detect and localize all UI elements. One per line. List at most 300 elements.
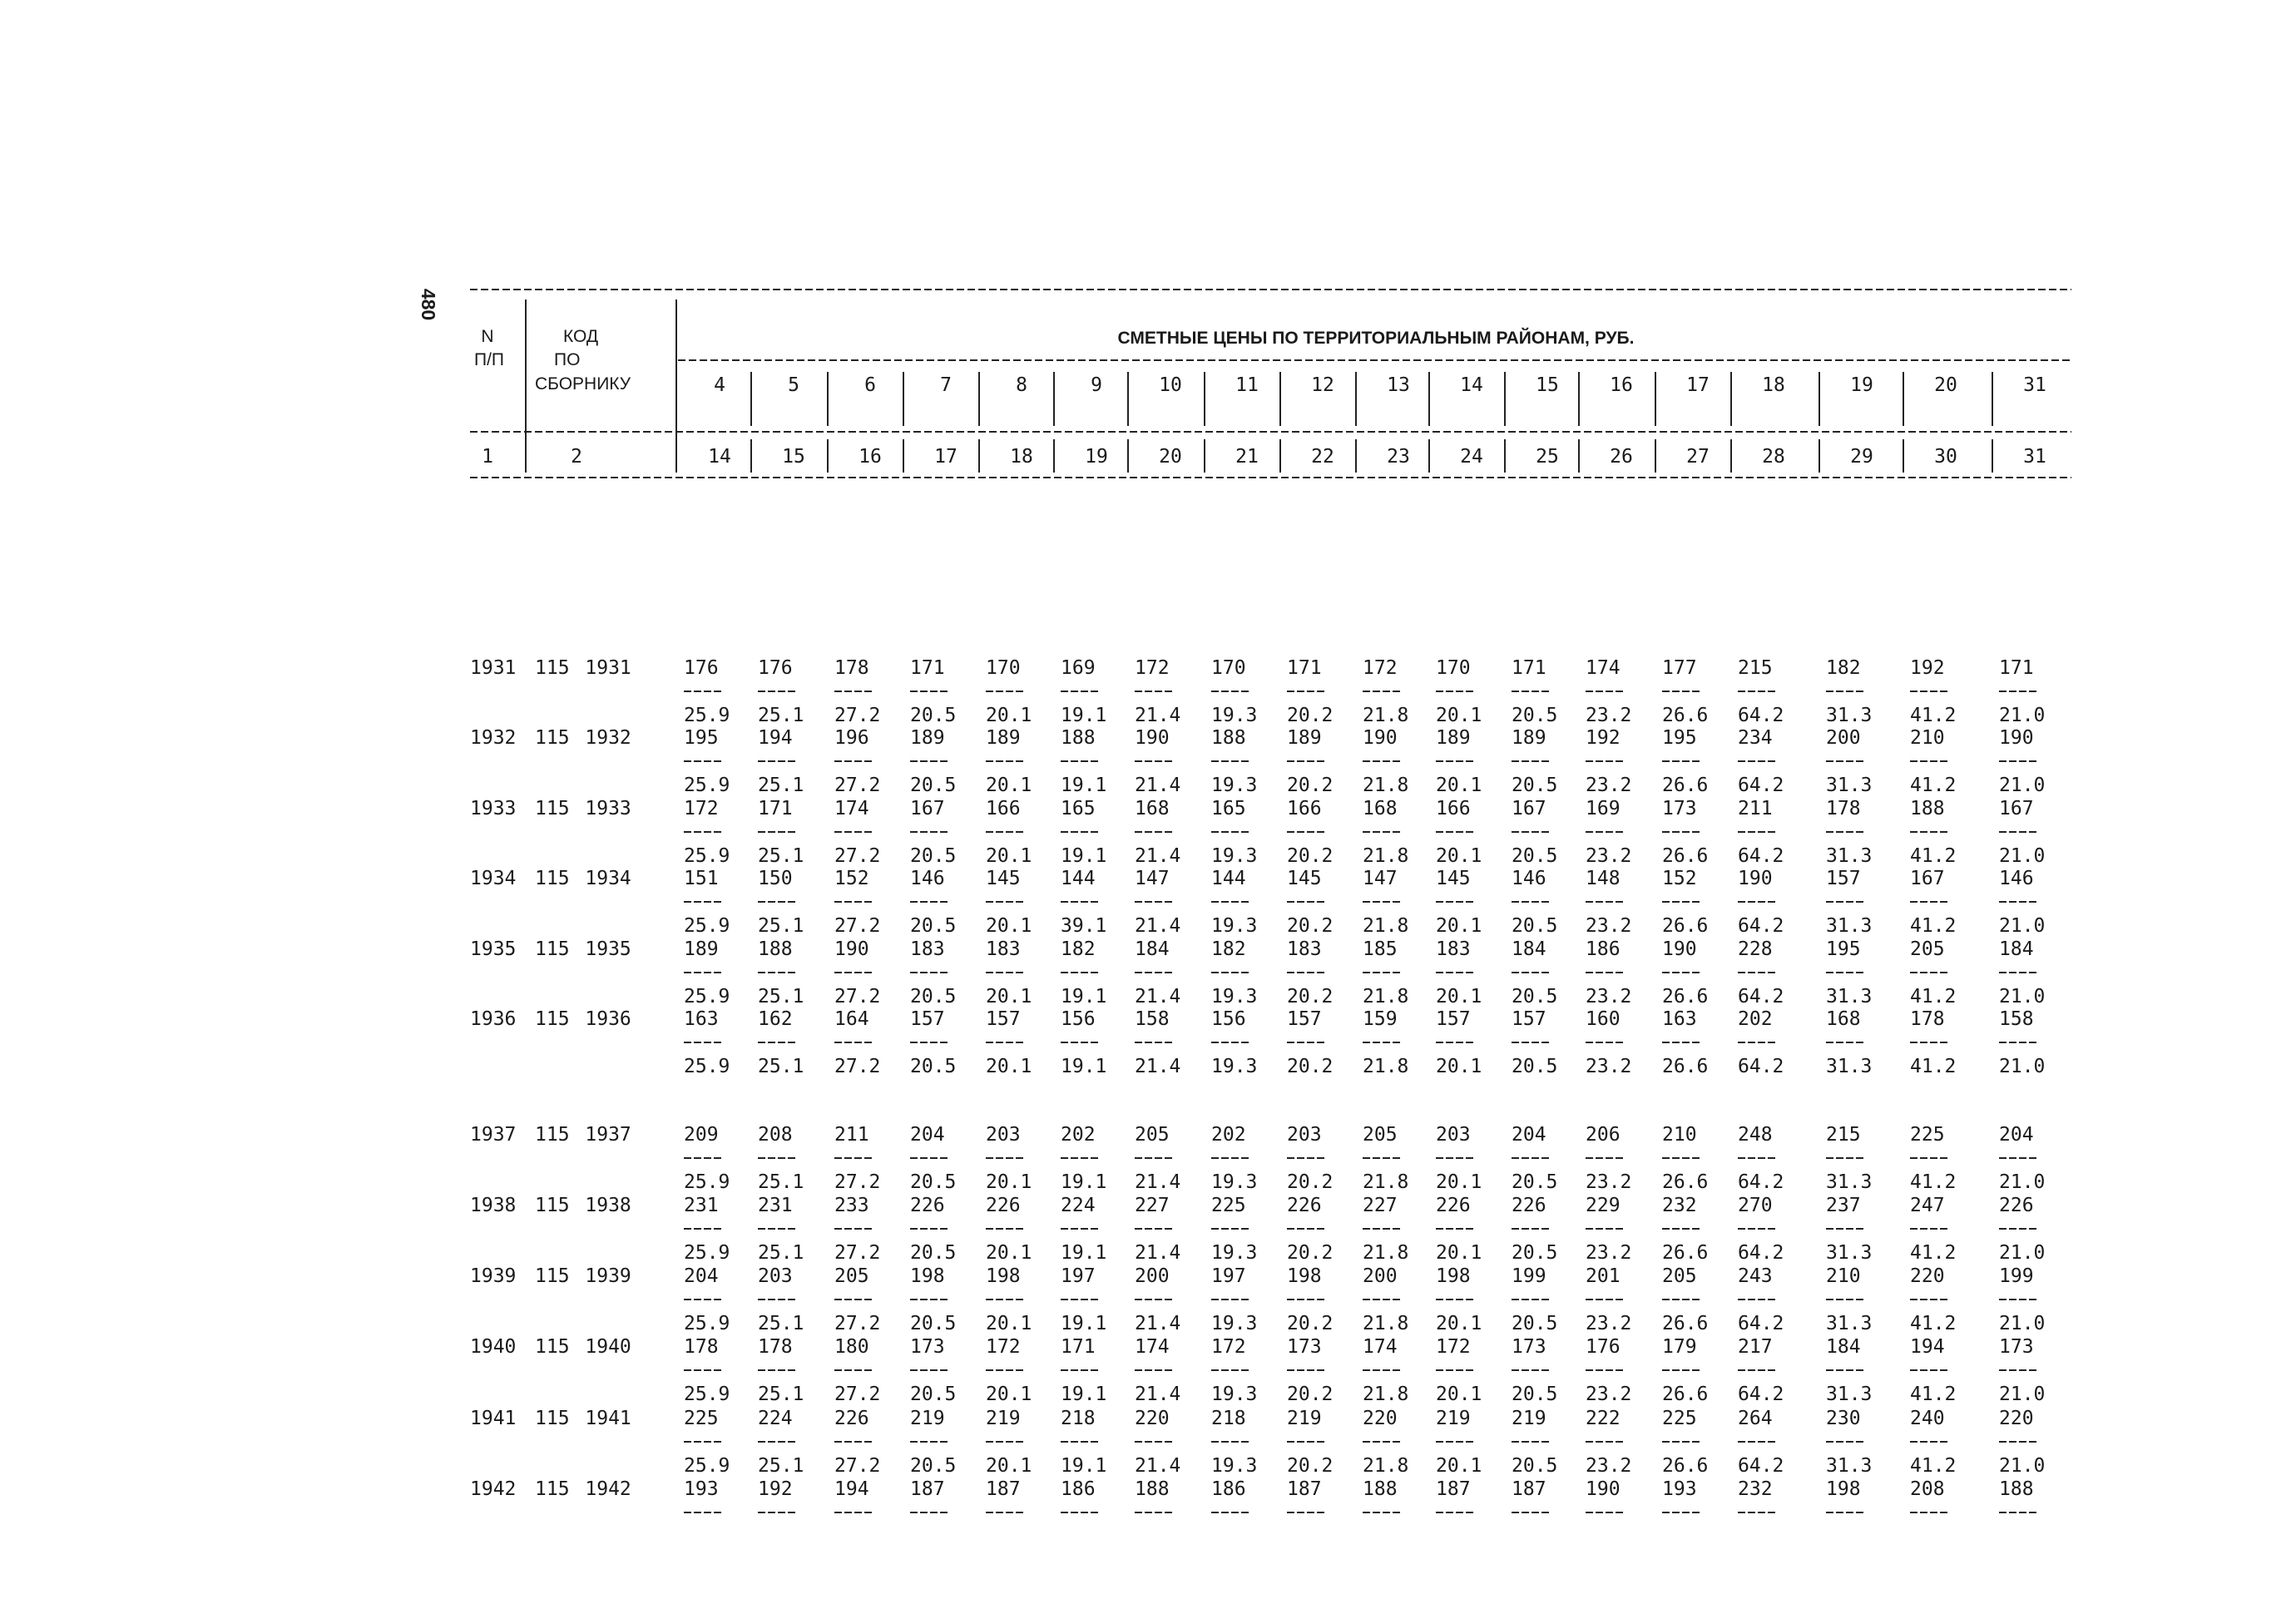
price-value: 205	[1363, 1124, 1398, 1146]
fraction-line	[1135, 1512, 1173, 1513]
coefficient-value: 20.5	[910, 1242, 957, 1264]
fraction-line	[1586, 901, 1624, 903]
coefficient-value: 25.1	[758, 986, 804, 1007]
price-value: 205	[1662, 1265, 1697, 1287]
price-value: 182	[1826, 657, 1861, 679]
fraction-line	[1211, 691, 1249, 692]
fraction-line	[910, 1042, 948, 1043]
price-value: 152	[1662, 868, 1697, 889]
fraction-line	[1287, 1228, 1325, 1230]
price-value: 172	[1135, 657, 1170, 679]
fraction-line	[1135, 1299, 1173, 1300]
fraction-line	[834, 972, 873, 973]
price-value: 180	[834, 1336, 869, 1358]
coefficient-value: 64.2	[1738, 1242, 1784, 1264]
fraction-line	[910, 972, 948, 973]
fraction-line	[1999, 1042, 2037, 1043]
coefficient-value: 25.9	[684, 705, 730, 726]
coefficient-value: 20.1	[986, 775, 1032, 796]
fraction-line	[758, 1157, 796, 1159]
coefficient-value: 26.6	[1662, 1242, 1709, 1264]
price-value: 219	[1436, 1408, 1471, 1429]
fraction-line	[1586, 1441, 1624, 1443]
price-value: 168	[1135, 798, 1170, 819]
column-separator	[750, 372, 752, 426]
price-value: 157	[1287, 1008, 1322, 1030]
price-value: 219	[910, 1408, 945, 1429]
row-code: 115 1934	[535, 868, 631, 889]
fraction-line	[910, 1157, 948, 1159]
price-value: 215	[1738, 657, 1773, 679]
price-value: 158	[1999, 1008, 2034, 1030]
district-number: 4	[714, 374, 725, 396]
coefficient-value: 20.5	[1512, 915, 1558, 937]
fraction-line	[1363, 1369, 1401, 1371]
fraction-line	[1211, 760, 1249, 762]
column-index: 28	[1762, 446, 1785, 468]
row-number: 1941	[470, 1408, 517, 1429]
coefficient-value: 23.2	[1586, 775, 1632, 796]
coefficient-value: 64.2	[1738, 1171, 1784, 1193]
coefficient-value: 25.9	[684, 986, 730, 1007]
price-value: 146	[910, 868, 945, 889]
price-value: 157	[1512, 1008, 1546, 1030]
fraction-line	[1910, 691, 1948, 692]
fraction-line	[986, 691, 1024, 692]
coefficient-value: 20.1	[1436, 1171, 1482, 1193]
fraction-line	[1826, 831, 1864, 833]
coefficient-value: 21.8	[1363, 775, 1409, 796]
price-value: 230	[1826, 1408, 1861, 1429]
fraction-line	[1287, 1042, 1325, 1043]
fraction-line	[1061, 1042, 1099, 1043]
price-value: 204	[1512, 1124, 1546, 1146]
fraction-line	[1061, 1441, 1099, 1443]
price-value: 202	[1738, 1008, 1773, 1030]
price-value: 172	[684, 798, 719, 819]
coefficient-value: 21.4	[1135, 705, 1181, 726]
coefficient-value: 41.2	[1910, 845, 1957, 867]
price-value: 157	[986, 1008, 1021, 1030]
price-value: 222	[1586, 1408, 1621, 1429]
price-value: 220	[1363, 1408, 1398, 1429]
coefficient-value: 20.1	[1436, 986, 1482, 1007]
fraction-line	[1287, 1369, 1325, 1371]
column-separator	[1903, 439, 1904, 473]
price-value: 203	[1436, 1124, 1471, 1146]
coefficient-value: 25.9	[684, 1242, 730, 1264]
coefficient-value: 23.2	[1586, 1455, 1632, 1477]
price-value: 210	[1662, 1124, 1697, 1146]
price-value: 204	[684, 1265, 719, 1287]
column-separator	[1204, 372, 1205, 426]
price-value: 174	[1135, 1336, 1170, 1358]
price-value: 202	[1061, 1124, 1096, 1146]
header-n-separator	[525, 300, 527, 473]
coefficient-value: 20.1	[986, 1171, 1032, 1193]
fraction-line	[1826, 972, 1864, 973]
row-code: 115 1940	[535, 1336, 631, 1358]
coefficient-value: 19.1	[1061, 705, 1107, 726]
fraction-line	[758, 1512, 796, 1513]
price-value: 190	[1738, 868, 1773, 889]
fraction-line	[1738, 691, 1776, 692]
price-value: 166	[1436, 798, 1471, 819]
fraction-line	[1287, 1157, 1325, 1159]
coefficient-value: 20.1	[1436, 1384, 1482, 1405]
row-code: 115 1933	[535, 798, 631, 819]
price-value: 220	[1910, 1265, 1945, 1287]
price-value: 187	[1512, 1478, 1546, 1500]
header-bottom-rule	[470, 477, 2071, 478]
column-separator	[1279, 372, 1281, 426]
price-value: 225	[1662, 1408, 1697, 1429]
coefficient-value: 23.2	[1586, 1242, 1632, 1264]
fraction-line	[910, 831, 948, 833]
fraction-line	[1586, 1157, 1624, 1159]
coefficient-value: 41.2	[1910, 1171, 1957, 1193]
coefficient-value: 20.1	[1436, 1242, 1482, 1264]
coefficient-value: 27.2	[834, 775, 881, 796]
fraction-line	[1586, 1228, 1624, 1230]
fraction-line	[1826, 1042, 1864, 1043]
coefficient-value: 20.1	[986, 986, 1032, 1007]
column-separator	[1903, 372, 1904, 426]
coefficient-value: 64.2	[1738, 1313, 1784, 1334]
column-separator	[1504, 439, 1506, 473]
fraction-line	[684, 831, 722, 833]
price-value: 205	[1135, 1124, 1170, 1146]
fraction-line	[1910, 760, 1948, 762]
price-value: 202	[1211, 1124, 1246, 1146]
fraction-line	[1738, 831, 1776, 833]
price-value: 203	[1287, 1124, 1322, 1146]
price-value: 211	[1738, 798, 1773, 819]
price-value: 198	[1826, 1478, 1861, 1500]
coefficient-value: 41.2	[1910, 915, 1957, 937]
fraction-line	[684, 972, 722, 973]
price-value: 187	[910, 1478, 945, 1500]
coefficient-value: 64.2	[1738, 705, 1784, 726]
price-value: 210	[1910, 727, 1945, 749]
column-index: 23	[1387, 446, 1410, 468]
coefficient-value: 20.2	[1287, 986, 1334, 1007]
column-index: 16	[859, 446, 882, 468]
price-value: 173	[910, 1336, 945, 1358]
district-number: 31	[2023, 374, 2046, 396]
coefficient-value: 25.1	[758, 705, 804, 726]
fraction-line	[1999, 1299, 2037, 1300]
coefficient-value: 25.9	[684, 915, 730, 937]
fraction-line	[1135, 691, 1173, 692]
fraction-line	[758, 1299, 796, 1300]
fraction-line	[1135, 1369, 1173, 1371]
price-value: 182	[1211, 938, 1246, 960]
fraction-line	[986, 1228, 1024, 1230]
price-value: 166	[1287, 798, 1322, 819]
coefficient-value: 21.0	[1999, 1455, 2046, 1477]
fraction-line	[1999, 760, 2037, 762]
coefficient-value: 21.0	[1999, 1384, 2046, 1405]
price-value: 240	[1910, 1408, 1945, 1429]
row-number: 1931	[470, 657, 517, 679]
fraction-line	[1436, 760, 1474, 762]
column-index: 20	[1159, 446, 1182, 468]
price-value: 188	[1211, 727, 1246, 749]
fraction-line	[1738, 1299, 1776, 1300]
price-value: 165	[1061, 798, 1096, 819]
fraction-line	[1826, 1157, 1864, 1159]
fraction-line	[1910, 1441, 1948, 1443]
price-value: 171	[1061, 1336, 1096, 1358]
coefficient-value: 27.2	[834, 915, 881, 937]
price-value: 192	[1910, 657, 1945, 679]
row-code: 115 1942	[535, 1478, 631, 1500]
fraction-line	[1999, 1157, 2037, 1159]
column-separator	[1127, 439, 1129, 473]
coefficient-value: 23.2	[1586, 845, 1632, 867]
fraction-line	[1826, 1512, 1864, 1513]
column-separator	[1204, 439, 1205, 473]
district-number: 10	[1159, 374, 1182, 396]
price-value: 193	[684, 1478, 719, 1500]
column-separator	[978, 439, 980, 473]
fraction-line	[910, 760, 948, 762]
price-value: 200	[1363, 1265, 1398, 1287]
price-value: 189	[1436, 727, 1471, 749]
price-value: 173	[1999, 1336, 2034, 1358]
coefficient-value: 27.2	[834, 1056, 881, 1077]
column-separator	[1053, 439, 1055, 473]
coefficient-value: 20.5	[1512, 1242, 1558, 1264]
district-number: 19	[1850, 374, 1873, 396]
fraction-line	[834, 1042, 873, 1043]
fraction-line	[1826, 1228, 1864, 1230]
fraction-line	[1512, 1157, 1550, 1159]
price-value: 198	[910, 1265, 945, 1287]
coefficient-value: 27.2	[834, 1384, 881, 1405]
fraction-line	[1061, 1157, 1099, 1159]
price-value: 167	[1910, 868, 1945, 889]
price-value: 170	[1211, 657, 1246, 679]
coefficient-value: 25.9	[684, 1384, 730, 1405]
column-index: 1	[482, 446, 493, 468]
price-value: 167	[1999, 798, 2034, 819]
fraction-line	[1512, 691, 1550, 692]
fraction-line	[1738, 1228, 1776, 1230]
fraction-line	[684, 1441, 722, 1443]
price-value: 169	[1061, 657, 1096, 679]
coefficient-value: 21.8	[1363, 1313, 1409, 1334]
coefficient-value: 20.2	[1287, 705, 1334, 726]
price-value: 164	[834, 1008, 869, 1030]
fraction-line	[1662, 831, 1700, 833]
coefficient-value: 31.3	[1826, 915, 1873, 937]
price-value: 219	[1287, 1408, 1322, 1429]
price-value: 171	[1512, 657, 1546, 679]
fraction-line	[1738, 1512, 1776, 1513]
price-value: 157	[1436, 1008, 1471, 1030]
fraction-line	[1512, 1441, 1550, 1443]
price-value: 172	[1436, 1336, 1471, 1358]
price-value: 147	[1135, 868, 1170, 889]
header-code-label: КОД	[563, 327, 599, 346]
price-value: 176	[1586, 1336, 1621, 1358]
header-n-sublabel: П/П	[473, 350, 505, 369]
fraction-line	[1061, 760, 1099, 762]
fraction-line	[1826, 1441, 1864, 1443]
district-number: 9	[1091, 374, 1102, 396]
price-value: 189	[1287, 727, 1322, 749]
coefficient-value: 21.8	[1363, 705, 1409, 726]
column-index: 31	[2023, 446, 2046, 468]
coefficient-value: 21.4	[1135, 986, 1181, 1007]
fraction-line	[1061, 972, 1099, 973]
coefficient-value: 25.9	[684, 845, 730, 867]
price-value: 183	[1436, 938, 1471, 960]
fraction-line	[1135, 1157, 1173, 1159]
fraction-line	[1135, 1441, 1173, 1443]
fraction-line	[1999, 1228, 2037, 1230]
fraction-line	[986, 1369, 1024, 1371]
price-value: 146	[1999, 868, 2034, 889]
district-number: 11	[1235, 374, 1259, 396]
coefficient-value: 21.0	[1999, 986, 2046, 1007]
price-value: 205	[1910, 938, 1945, 960]
fraction-line	[1287, 1299, 1325, 1300]
price-value: 231	[684, 1195, 719, 1216]
fraction-line	[986, 901, 1024, 903]
price-value: 147	[1363, 868, 1398, 889]
coefficient-value: 26.6	[1662, 915, 1709, 937]
coefficient-value: 20.5	[910, 915, 957, 937]
price-value: 184	[1135, 938, 1170, 960]
price-value: 168	[1363, 798, 1398, 819]
column-index: 15	[782, 446, 805, 468]
price-value: 197	[1061, 1265, 1096, 1287]
fraction-line	[1910, 1369, 1948, 1371]
fraction-line	[1910, 1512, 1948, 1513]
price-value: 190	[1662, 938, 1697, 960]
price-value: 166	[986, 798, 1021, 819]
price-value: 205	[834, 1265, 869, 1287]
fraction-line	[1363, 1441, 1401, 1443]
fraction-line	[1436, 1157, 1474, 1159]
row-number: 1933	[470, 798, 517, 819]
fraction-line	[1363, 691, 1401, 692]
coefficient-value: 20.5	[910, 1171, 957, 1193]
column-index: 26	[1610, 446, 1633, 468]
coefficient-value: 21.8	[1363, 915, 1409, 937]
coefficient-value: 21.0	[1999, 1313, 2046, 1334]
price-value: 208	[758, 1124, 793, 1146]
price-value: 172	[1363, 657, 1398, 679]
price-value: 198	[1287, 1265, 1322, 1287]
district-number: 18	[1762, 374, 1785, 396]
coefficient-value: 19.3	[1211, 1384, 1258, 1405]
price-value: 200	[1135, 1265, 1170, 1287]
fraction-line	[1910, 972, 1948, 973]
district-number: 5	[788, 374, 799, 396]
fraction-line	[1061, 1228, 1099, 1230]
coefficient-value: 20.5	[1512, 1056, 1558, 1077]
column-separator	[750, 439, 752, 473]
coefficient-value: 23.2	[1586, 1384, 1632, 1405]
coefficient-value: 20.1	[986, 1242, 1032, 1264]
fraction-line	[1910, 1157, 1948, 1159]
fraction-line	[834, 1299, 873, 1300]
column-index: 17	[934, 446, 957, 468]
fraction-line	[1738, 972, 1776, 973]
coefficient-value: 25.1	[758, 845, 804, 867]
fraction-line	[1211, 1228, 1249, 1230]
fraction-line	[834, 760, 873, 762]
price-value: 162	[758, 1008, 793, 1030]
row-number: 1942	[470, 1478, 517, 1500]
price-value: 227	[1135, 1195, 1170, 1216]
fraction-line	[910, 901, 948, 903]
price-value: 224	[758, 1408, 793, 1429]
coefficient-value: 41.2	[1910, 986, 1957, 1007]
column-index: 19	[1085, 446, 1108, 468]
price-value: 225	[684, 1408, 719, 1429]
coefficient-value: 31.3	[1826, 1384, 1873, 1405]
fraction-line	[1363, 1512, 1401, 1513]
price-value: 220	[1999, 1408, 2034, 1429]
price-value: 187	[1287, 1478, 1322, 1500]
coefficient-value: 64.2	[1738, 1056, 1784, 1077]
fraction-line	[758, 972, 796, 973]
price-value: 188	[1363, 1478, 1398, 1500]
price-value: 171	[1287, 657, 1322, 679]
coefficient-value: 27.2	[834, 1313, 881, 1334]
column-index: 24	[1460, 446, 1483, 468]
fraction-line	[834, 1228, 873, 1230]
fraction-line	[684, 760, 722, 762]
price-value: 248	[1738, 1124, 1773, 1146]
coefficient-value: 23.2	[1586, 986, 1632, 1007]
price-value: 157	[1826, 868, 1861, 889]
coefficient-value: 41.2	[1910, 1242, 1957, 1264]
coefficient-value: 21.0	[1999, 845, 2046, 867]
coefficient-value: 27.2	[834, 1455, 881, 1477]
column-separator	[1053, 372, 1055, 426]
coefficient-value: 27.2	[834, 845, 881, 867]
price-value: 229	[1586, 1195, 1621, 1216]
fraction-line	[1512, 1228, 1550, 1230]
fraction-line	[1586, 1512, 1624, 1513]
coefficient-value: 25.1	[758, 1384, 804, 1405]
fraction-line	[910, 1441, 948, 1443]
column-separator	[1355, 372, 1357, 426]
coefficient-value: 23.2	[1586, 1171, 1632, 1193]
fraction-line	[1910, 901, 1948, 903]
fraction-line	[1999, 1441, 2037, 1443]
column-separator	[1818, 372, 1820, 426]
fraction-line	[1135, 1042, 1173, 1043]
coefficient-value: 41.2	[1910, 1056, 1957, 1077]
fraction-line	[1211, 1512, 1249, 1513]
coefficient-value: 20.5	[1512, 986, 1558, 1007]
price-value: 170	[986, 657, 1021, 679]
price-value: 170	[1436, 657, 1471, 679]
price-value: 187	[986, 1478, 1021, 1500]
coefficient-value: 20.1	[986, 1455, 1032, 1477]
column-separator	[1655, 372, 1656, 426]
coefficient-value: 25.9	[684, 1171, 730, 1193]
column-separator	[827, 372, 829, 426]
price-value: 184	[1512, 938, 1546, 960]
